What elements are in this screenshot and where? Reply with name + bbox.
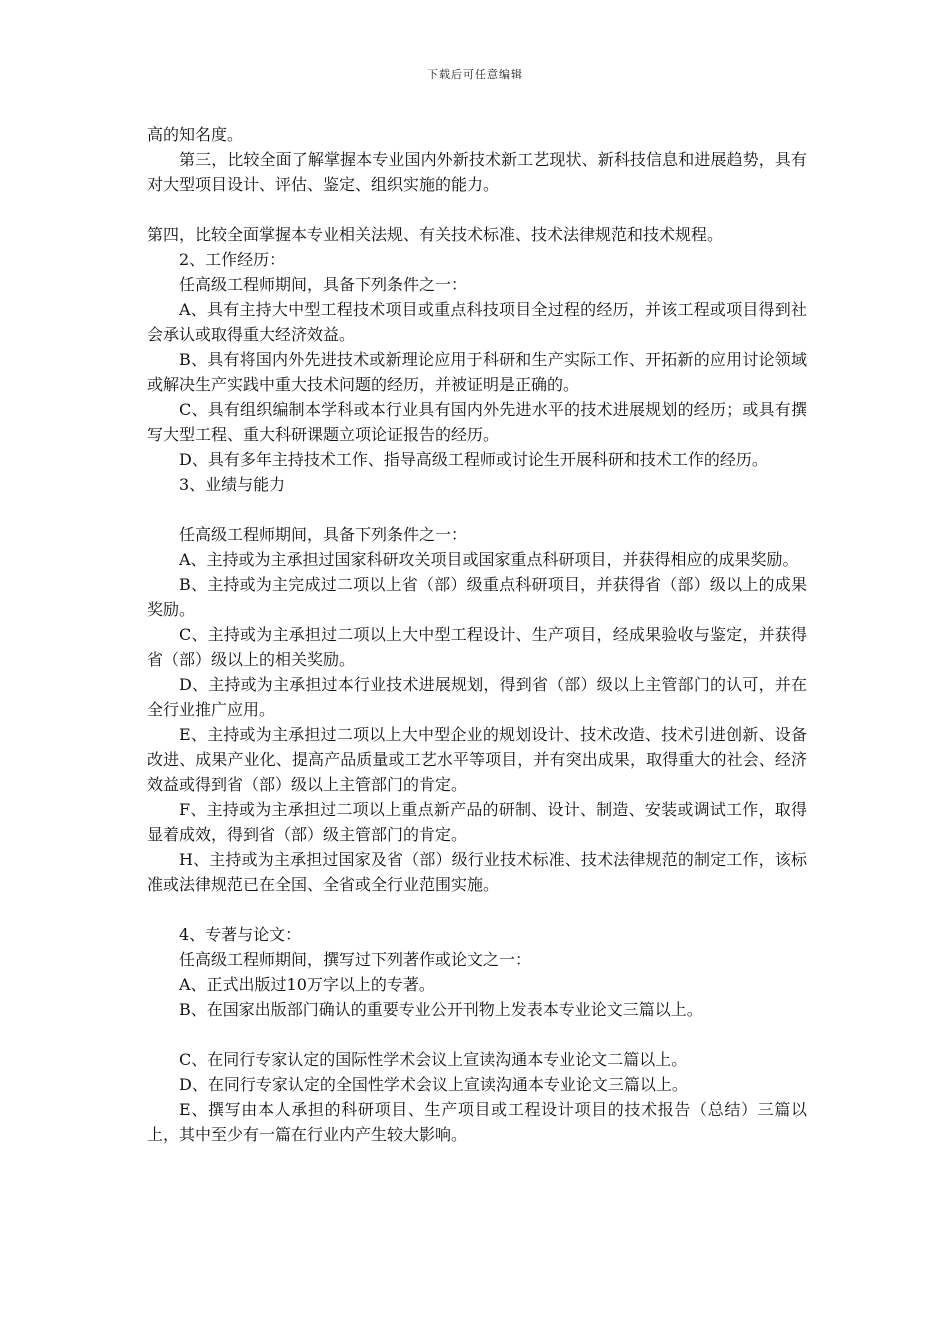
paragraph: F、主持或为主承担过二项以上重点新产品的研制、设计、制造、安装或调试工作，取得显着成效，得到省（部）级主管部门的肯定。: [147, 800, 807, 844]
page-header: 下载后可任意编辑: [427, 68, 523, 81]
paragraph: 任高级工程师期间，具备下列条件之一：: [179, 275, 468, 294]
paragraph: 3、业绩与能力: [179, 475, 286, 494]
paragraph: H、主持或为主承担过国家及省（部）级行业技术标准、技术法律规范的制定工作，该标准或法律规范已在全国、全省或全行业范围实施。: [147, 850, 807, 894]
paragraph: A、正式出版过10万字以上的专著。: [179, 975, 435, 994]
paragraph: A、主持或为主承担过国家科研攻关项目或国家重点科研项目，并获得相应的成果奖励。: [179, 550, 799, 569]
document-body: [147, 122, 807, 1147]
paragraph-spacer: [147, 197, 807, 222]
paragraph: 第四，比较全面掌握本专业相关法规、有关技术标准、技术法律规范和技术规程。: [147, 225, 724, 244]
paragraph: C、主持或为主承担过二项以上大中型工程设计、生产项目，经成果验收与鉴定，并获得省（部）级以上的相关奖励。: [147, 625, 807, 669]
paragraph: B、具有将国内外先进技术或新理论应用于科研和生产实际工作、开拓新的应用讨论领域或解决生产实践中重大技术问题的经历，并被证明是正确的。: [147, 350, 807, 394]
paragraph: 第三，比较全面了解掌握本专业国内外新技术新工艺现状、新科技信息和进展趋势，具有对大型项目设计、评估、鉴定、组织实施的能力。: [147, 150, 807, 194]
paragraph: 任高级工程师期间，具备下列条件之一：: [179, 525, 468, 544]
paragraph: A、具有主持大中型工程技术项目或重点科技项目全过程的经历，并该工程或项目得到社会承认或取得重大经济效益。: [147, 300, 807, 344]
paragraph: E、主持或为主承担过二项以上大中型企业的规划设计、技术改造、技术引进创新、设备改进、成果产业化、提高产品质量或工艺水平等项目，并有突出成果，取得重大的社会、经济效益或得到省（部）级以上主管部门的肯定。: [147, 725, 807, 794]
paragraph: 高的知名度。: [147, 125, 244, 144]
paragraph: D、在同行专家认定的全国性学术会议上宣读沟通本专业论文三篇以上。: [179, 1075, 688, 1094]
paragraph: E、撰写由本人承担的科研项目、生产项目或工程设计项目的技术报告（总结）三篇以上，其中至少有一篇在行业内产生较大影响。: [147, 1100, 807, 1144]
paragraph: 2、工作经历：: [179, 250, 286, 269]
paragraph: B、在国家出版部门确认的重要专业公开刊物上发表本专业论文三篇以上。: [179, 1000, 703, 1019]
paragraph: 任高级工程师期间，撰写过下列著作或论文之一：: [179, 950, 532, 969]
paragraph-spacer: [147, 497, 807, 522]
paragraph: 4、专著与论文：: [179, 925, 302, 944]
paragraph: C、具有组织编制本学科或本行业具有国内外先进水平的技术进展规划的经历；或具有撰写大型工程、重大科研课题立项论证报告的经历。: [147, 400, 807, 444]
paragraph: D、主持或为主承担过本行业技术进展规划，得到省（部）级以上主管部门的认可，并在全行业推广应用。: [147, 675, 807, 719]
paragraph: C、在同行专家认定的国际性学术会议上宣读沟通本专业论文二篇以上。: [179, 1050, 688, 1069]
paragraph-spacer: [147, 897, 807, 922]
paragraph: D、具有多年主持技术工作、指导高级工程师或讨论生开展科研和技术工作的经历。: [179, 450, 768, 469]
paragraph: B、主持或为主完成过二项以上省（部）级重点科研项目，并获得省（部）级以上的成果奖励。: [147, 575, 807, 619]
paragraph-spacer: [147, 1022, 807, 1047]
